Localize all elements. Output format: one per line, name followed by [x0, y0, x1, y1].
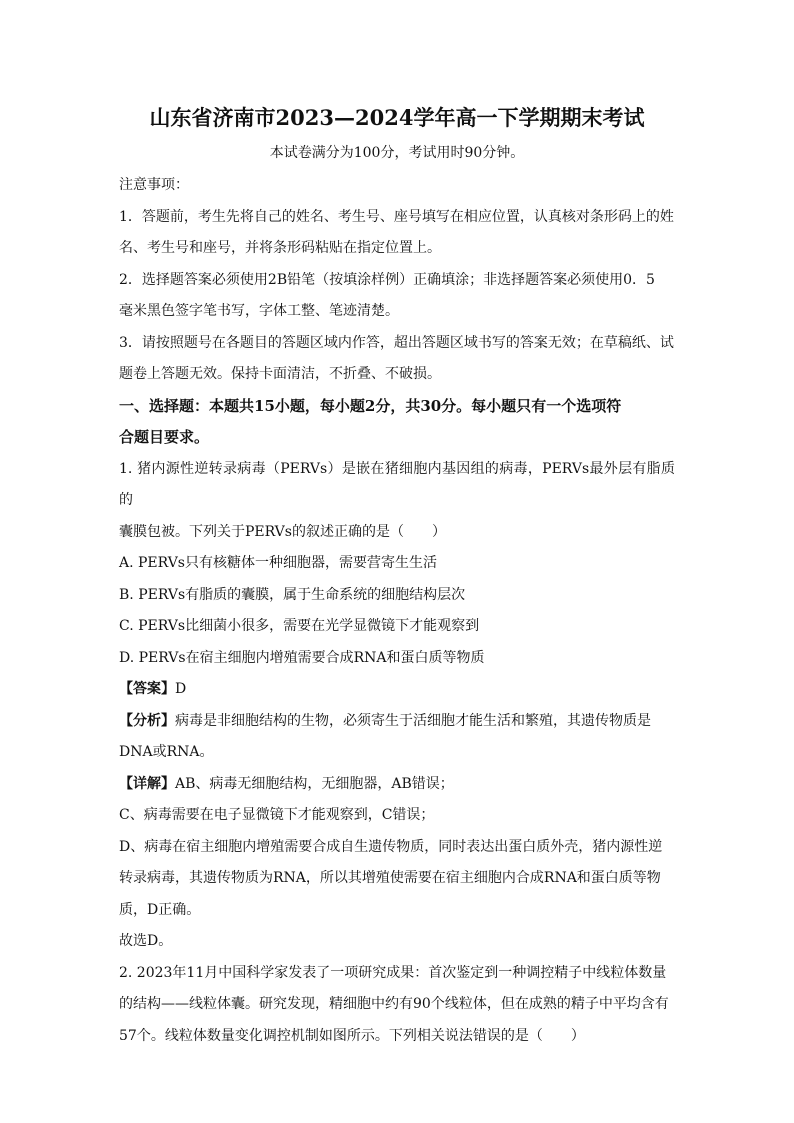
detail-line: [119, 769, 675, 801]
question-2-stem: 2. 2023年11月中国科学家发表了一项研究成果：首次鉴定到一种调控精子中线粒体数量: [119, 964, 667, 981]
detail-line: 质，D正确。: [119, 901, 201, 918]
section-heading: 一、选择题：本题共15小题，每小题2分，共30分。每小题只有一个选项符: [119, 396, 622, 415]
detail-line: C、病毒需要在电子显微镜下才能观察到，C错误；: [119, 807, 435, 823]
note-line: 毫米黑色签字笔书写，字体工整、笔迹清楚。: [119, 303, 399, 319]
detail-tag: 【详解】: [119, 775, 175, 792]
answer-line: [119, 674, 675, 706]
question-1-stem: 1. 猪内源性逆转录病毒（PERVs）是嵌在猪细胞内基因组的病毒，PERVs最外层有脂质的: [119, 460, 675, 508]
answer-value: D: [175, 681, 187, 697]
detail-line: D、病毒在宿主细胞内增殖需要合成自生遗传物质，同时表达出蛋白质外壳，猪内源性逆: [119, 838, 663, 855]
analysis-text: 病毒是非细胞结构的生物，必须寄生于活细胞才能生活和繁殖，其遗传物质是: [175, 712, 651, 729]
question-1-stem: 囊膜包被。下列关于PERVs的叙述正确的是（ ）: [119, 523, 446, 540]
option-d: D. PERVs在宿主细胞内增殖需要合成RNA和蛋白质等物质: [119, 649, 485, 666]
exam-title: 山东省济南市2023—2024学年高一下学期期末考试: [149, 105, 645, 130]
note-line: 名、考生号和座号，并将条形码粘贴在指定位置上。: [119, 240, 441, 256]
detail-text: AB、病毒无细胞结构，无细胞器，AB错误；: [175, 775, 454, 792]
analysis-line: [119, 706, 675, 738]
exam-subtitle: 本试卷满分为100分，考试用时90分钟。: [269, 145, 525, 161]
answer-tag: 【答案】: [119, 681, 175, 697]
detail-line: 转录病毒，其遗传物质为RNA，所以其增殖使需要在宿主细胞内合成RNA和蛋白质等物: [119, 870, 661, 886]
question-2-stem: 57个。线粒体数量变化调控机制如图所示。下列相关说法错误的是（ ）: [119, 1027, 585, 1044]
note-line: 2．选择题答案必须使用2B铅笔（按填涂样例）正确填涂；非选择题答案必须使用0．5: [119, 271, 655, 288]
option-c: C. PERVs比细菌小很多，需要在光学显微镜下才能观察到: [119, 618, 480, 634]
note-line: 题卷上答题无效。保持卡面清洁，不折叠、不破损。: [119, 366, 441, 382]
section-heading: 合题目要求。: [119, 428, 210, 446]
analysis-line: DNA或RNA。: [119, 744, 214, 760]
option-b: B. PERVs有脂质的囊膜，属于生命系统的细胞结构层次: [119, 586, 466, 603]
note-line: 1．答题前，考生先将自己的姓名、考生号、座号填写在相应位置，认真核对条形码上的姓: [119, 208, 674, 225]
conclusion-line: 故选D。: [119, 933, 173, 949]
option-a: A. PERVs只有核糖体一种细胞器，需要营寄生生活: [119, 555, 437, 571]
note-line: 3．请按照题号在各题目的答题区域内作答，超出答题区域书写的答案无效；在草稿纸、试: [119, 334, 674, 351]
notes-heading: 注意事项：: [119, 177, 189, 193]
analysis-tag: 【分析】: [119, 712, 175, 729]
question-2-stem: 的结构——线粒体囊。研究发现，精细胞中约有90个线粒体，但在成熟的精子中平均含有: [119, 996, 669, 1012]
